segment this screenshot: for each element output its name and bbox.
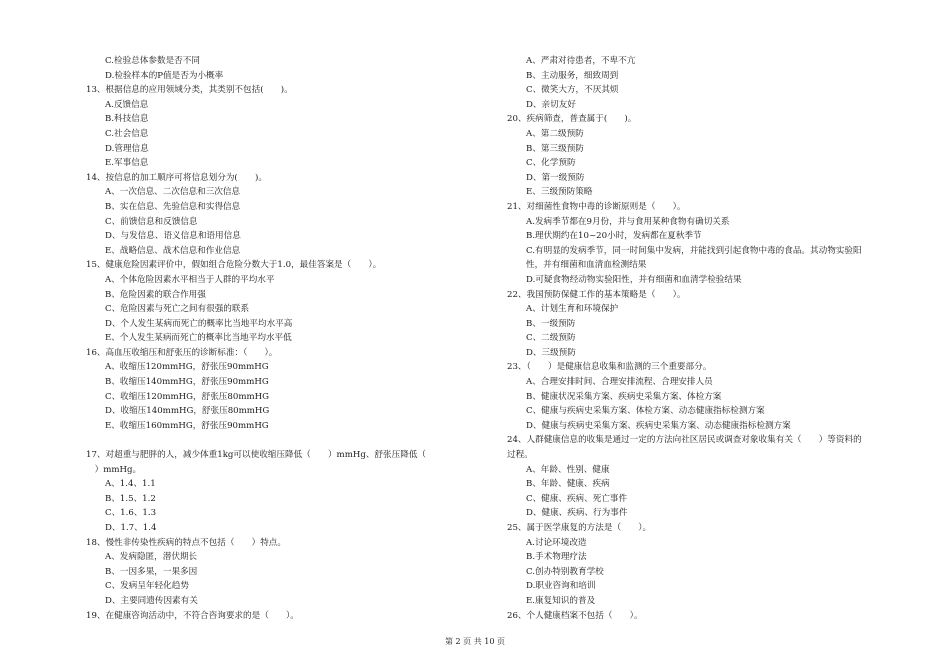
question-text: 26、个人健康档案不包括（ ）。 — [507, 610, 643, 621]
question-text: 13、根据信息的应用领域分类，其类别不包括( )。 — [86, 85, 293, 96]
answer-option: C、前馈信息和反馈信息 — [105, 216, 198, 227]
answer-option: D.职业咨询和培训 — [526, 581, 596, 592]
answer-option: B、一级预防 — [526, 318, 576, 329]
right-column — [507, 54, 895, 623]
answer-option: B.理伏期约在10~20小时，发病都在夏秋季节 — [526, 231, 702, 242]
question-text: 25、属于医学康复的方法是（ ）。 — [507, 523, 652, 533]
answer-option: C.检验总体参数是否不同 — [105, 56, 200, 66]
answer-option: D、第一级预防 — [526, 172, 585, 183]
answer-option: B、危险因素的联合作用强 — [105, 289, 206, 300]
answer-option: D.可疑食物经动物实验阳性，并有细菌和血清学检验结果 — [526, 274, 742, 285]
answer-option: E.军事信息 — [105, 158, 149, 169]
answer-option: C、二级预防 — [526, 333, 576, 344]
question-text: 23、（ ）是健康信息收集和监测的三个重要部分。 — [507, 362, 712, 373]
answer-option: A、严肃对待患者，不卑不亢 — [526, 56, 636, 66]
answer-option: C、健康与疾病史采集方案、体检方案、动态健康指标检测方案 — [526, 406, 765, 417]
answer-option: A.反馈信息 — [105, 99, 149, 110]
answer-option: B、主动服务，细致周到 — [526, 70, 619, 81]
answer-option: C、健康、疾病、死亡事件 — [526, 493, 628, 504]
answer-option: B、一因多果，一果多因 — [105, 566, 198, 577]
answer-option: D、1.7、1.4 — [105, 523, 157, 533]
answer-option: A、发病隐匿，潜伏期长 — [105, 552, 198, 563]
answer-option: D、健康与疾病史采集方案、疾病史采集方案、动态健康指标检测方案 — [526, 420, 791, 431]
answer-option: D、亲切友好 — [526, 99, 576, 110]
answer-option: C.创办特别教育学校 — [526, 566, 604, 577]
answer-option: A、合理安排时间、合理安排流程、合理安排人员 — [526, 377, 713, 388]
blank-line — [86, 433, 471, 448]
answer-option: D、主要同遗传因素有关 — [105, 595, 198, 606]
answer-option: C、危险因素与死亡之间有很强的联系 — [105, 304, 250, 315]
answer-option: A、个体危险因素水平相当于人群的平均水平 — [105, 274, 275, 285]
answer-option: A、计划生育和环境保护 — [526, 304, 619, 315]
question-text: 16、高血压收缩压和舒张压的诊断标准：（ ）。 — [86, 347, 278, 358]
question-text: 17、对超重与肥胖的人，减少体重1kg可以使收缩压降低（ ）mmHg、舒张压降低（ — [86, 450, 427, 461]
answer-option: C、1.6、1.3 — [105, 508, 157, 519]
answer-option: B、健康状况采集方案、疾病史采集方案、体检方案 — [526, 391, 722, 402]
answer-option: 性，并有细菌和血清血检测结果 — [526, 260, 647, 271]
question-text: 19、在健康咨询活动中，不符合咨询要求的是（ ）。 — [86, 610, 299, 621]
answer-option: D.检验样本的P值是否为小概率 — [105, 70, 224, 81]
question-text: 14、按信息的加工顺序可将信息划分为( )。 — [86, 172, 267, 183]
answer-option: D、三级预防 — [526, 347, 576, 358]
question-text: 20、疾病筛查，普查属于( )。 — [507, 114, 637, 125]
answer-option: A、收缩压120mmHG，舒张压90mmHG — [105, 362, 269, 373]
question-text: 18、慢性非传染性疾病的特点不包括（ ）特点。 — [86, 537, 286, 548]
page-footer: 第 2 页 共 10 页 — [445, 637, 505, 646]
answer-option: A.发病季节都在9月份，并与食用某种食物有确切关系 — [526, 216, 730, 227]
question-text: 24、人群健康信息的收集是通过一定的方法向社区居民或调查对象收集有关（ ）等资料的 — [507, 435, 862, 446]
answer-option: A、一次信息、二次信息和三次信息 — [105, 187, 241, 198]
answer-option: B、实在信息、先验信息和实得信息 — [105, 201, 241, 212]
answer-option: C.有明显的发病季节，同一时间集中发病，并能找到引起食物中毒的食品。其动物实验阳 — [526, 245, 862, 256]
answer-option: B.手术物理疗法 — [526, 552, 587, 563]
answer-option: E.康复知识的普及 — [526, 595, 596, 606]
answer-option: E、三级预防策略 — [526, 187, 593, 198]
answer-option: D、健康、疾病、行为事件 — [526, 508, 628, 519]
answer-option: D、收缩压140mmHG，舒张压80mmHG — [105, 406, 270, 417]
answer-option: A、1.4、1.1 — [105, 479, 156, 490]
answer-option: C、化学预防 — [526, 158, 576, 169]
answer-option: E、战略信息、战术信息和作业信息 — [105, 245, 241, 256]
question-text: 15、健康危险因素评价中，假如组合危险分数大于1.0，最佳答案是（ ）。 — [86, 260, 382, 271]
answer-option: D、个人发生某病而死亡的概率比当地平均水平高 — [105, 318, 293, 329]
answer-option: C.社会信息 — [105, 128, 149, 139]
answer-option: B、第三级预防 — [526, 143, 584, 154]
answer-option: E、收缩压160mmHG，舒张压90mmHG — [105, 420, 269, 431]
answer-option: C、收缩压120mmHG，舒张压80mmHG — [105, 391, 269, 402]
answer-option: B.科技信息 — [105, 114, 149, 125]
answer-option: A、年龄、性别、健康 — [526, 464, 610, 475]
answer-option: B、收缩压140mmHG，舒张压90mmHG — [105, 377, 269, 388]
question-text: 22、我国预防保健工作的基本策略是（ ）。 — [507, 289, 686, 300]
question-continuation: 过程。 — [507, 450, 533, 461]
answer-option: E、个人发生某病而死亡的概率比当地平均水平低 — [105, 333, 292, 344]
question-continuation: ）mmHg。 — [86, 464, 142, 475]
answer-option: A.讨论环境改造 — [526, 537, 587, 548]
answer-option: C、微笑大方，不厌其烦 — [526, 85, 619, 96]
answer-option: B、年龄、健康、疾病 — [526, 479, 610, 490]
answer-option: D.管理信息 — [105, 143, 149, 154]
answer-option: B、1.5、1.2 — [105, 493, 156, 504]
question-text: 21、对细菌性食物中毒的诊断原则是（ ）。 — [507, 201, 686, 212]
answer-option: D、与发信息、语义信息和语用信息 — [105, 231, 241, 242]
answer-option: A、第二级预防 — [526, 128, 584, 139]
left-column — [86, 54, 471, 623]
answer-option: C、发病呈年轻化趋势 — [105, 581, 189, 592]
